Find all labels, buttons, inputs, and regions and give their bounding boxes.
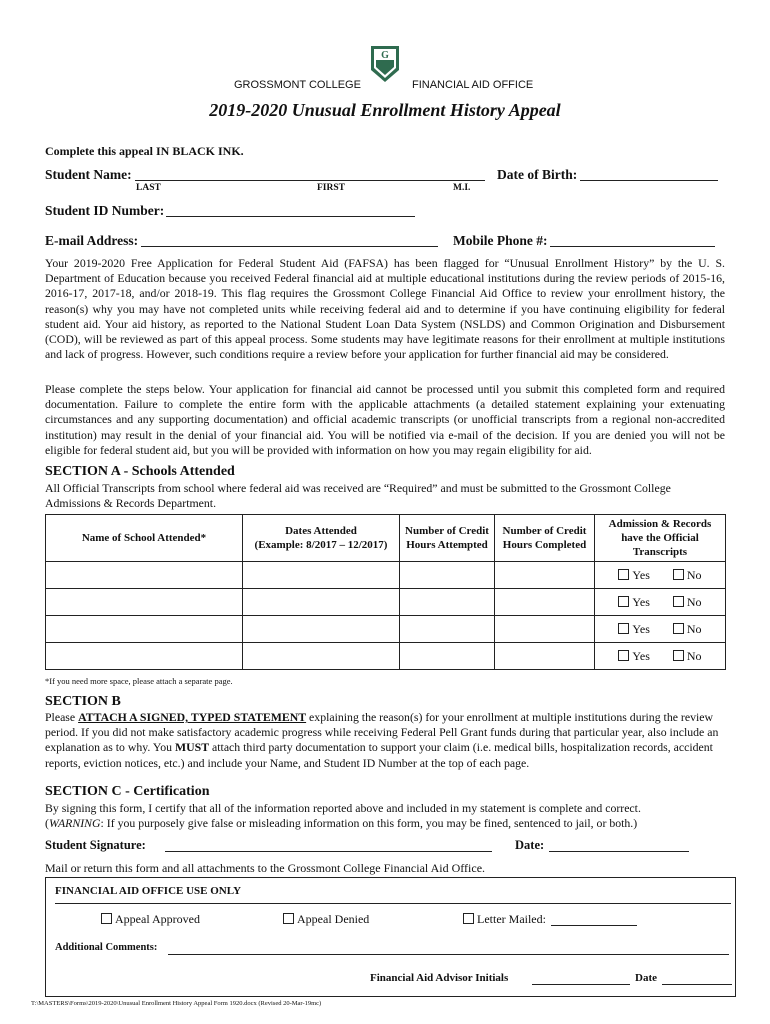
- warning-label: WARNING: [48, 816, 101, 831]
- office-use-title: FINANCIAL AID OFFICE USE ONLY: [55, 885, 242, 897]
- col-dates-line2: (Example: 8/2017 – 12/2017): [254, 539, 388, 551]
- col-attempted-line2: Hours Attempted: [406, 539, 488, 551]
- email-label: E-mail Address:: [45, 233, 139, 248]
- page-title: 2019-2020 Unusual Enrollment History Appeal: [209, 100, 561, 120]
- checkbox-icon: [673, 569, 684, 580]
- transcripts-cell: [595, 643, 726, 670]
- signature-field[interactable]: [165, 851, 492, 852]
- footer-file-path: T:\MASTERS\Forms\2019-2020\Unusual Enrollment History Appeal Form 1920.docx (Revised 20-Mar-19mc): [31, 1000, 322, 1007]
- student-name-label: Student Name:: [45, 167, 132, 182]
- advisor-date-field[interactable]: [662, 984, 732, 985]
- first-name-caption: FIRST: [317, 183, 345, 193]
- dob-label: Date of Birth:: [497, 167, 578, 182]
- no-option[interactable]: No: [673, 622, 702, 637]
- attach-statement-emphasis: ATTACH A SIGNED, TYPED STATEMENT: [78, 710, 307, 724]
- yes-option[interactable]: Yes: [618, 622, 649, 637]
- must-emphasis: MUST: [174, 740, 210, 755]
- signature-label: Student Signature:: [45, 838, 146, 852]
- checkbox-icon: [283, 913, 294, 924]
- checkbox-icon: [673, 623, 684, 634]
- dob-field[interactable]: [580, 180, 718, 181]
- yes-option[interactable]: Yes: [618, 649, 649, 664]
- checkbox-icon: [673, 596, 684, 607]
- student-name-field[interactable]: [135, 180, 485, 181]
- col-hours-completed: [495, 515, 595, 562]
- completed-cell[interactable]: [495, 643, 595, 670]
- email-field[interactable]: [141, 246, 438, 247]
- checkbox-icon: [618, 650, 629, 661]
- steps-paragraph: Please complete the steps below. Your application for financial aid cannot be processed until you submit this completed form and required documentation. Failure to complete the entire form with the applicable attachments (a detailed statement explaining your extenuating circumstances and any supporting documentation) and official academic transcripts (or unofficial transcripts from a regional non-accredited institution) may result in the denial of your financial aid. You will be notified via e-mail of the decision. If you are denied you will not be eligible for federal student aid, but you will be provided with information on how you may regain eligibility for aid.: [45, 382, 725, 457]
- attempted-cell[interactable]: [400, 562, 495, 589]
- mobile-phone-field[interactable]: [550, 246, 715, 247]
- attempted-cell[interactable]: [400, 616, 495, 643]
- table-row: [46, 562, 726, 589]
- section-b-text: Please ATTACH A SIGNED, TYPED STATEMENT explaining the reason(s) for your enrollment at multiple institutions during the review period. If you did not make satisfactory academic progress while receiving Federal Pell Grant funds during that particular year, also include an explanation as to why. You MUST attach third party documentation to support your claim (i.e. medical bills, hospitalization records, accident reports, eviction notices, etc.) and include your Name, and Student ID Number at the top of each page.: [45, 710, 719, 770]
- intro-paragraph: Your 2019-2020 Free Application for Federal Student Aid (FAFSA) has been flagged for “Unusual Enrollment History” by the U. S. Department of Education because you received Federal financial aid at multiple educational institutions during the review periods of 2015-16, 2016-17, 2017-18, and/or 2018-19. This flag requires the Grossmont College Financial Aid Office to review your enrollment history, the reason(s) why you may have not completed units while receiving federal aid and to determine if you have continuing eligibility for federal student aid. Your aid history, as reported to the National Student Loan Data System (NSLDS) and Common Origination and Disbursement (COD), will be reviewed as part of this appeal process. Some students may have legitimate reasons for their enrollment at multiple institutions and lack of progress. However, such conditions require a review before your application for further financial aid may be considered.: [45, 256, 725, 362]
- student-id-field[interactable]: [166, 216, 415, 217]
- dates-cell[interactable]: [243, 562, 400, 589]
- col-official-transcripts: [595, 515, 726, 562]
- yes-option[interactable]: Yes: [618, 568, 649, 583]
- transcripts-cell: [595, 589, 726, 616]
- table-row: [46, 616, 726, 643]
- section-a-title: SECTION A - Schools Attended: [45, 464, 235, 479]
- ink-instructions: Complete this appeal IN BLACK INK.: [45, 144, 244, 158]
- office-name: FINANCIAL AID OFFICE: [412, 79, 534, 91]
- col-attempted-line1: Number of Credit: [405, 525, 489, 537]
- table-footnote: *If you need more space, please attach a separate page.: [45, 676, 233, 686]
- appeal-denied-option[interactable]: Appeal Denied: [283, 912, 369, 927]
- advisor-initials-label: Financial Aid Advisor Initials: [370, 972, 509, 984]
- office-use-divider: [55, 903, 731, 904]
- middle-initial-caption: M.I.: [453, 183, 471, 193]
- signature-date-label: Date:: [515, 838, 545, 852]
- transcripts-cell: [595, 616, 726, 643]
- completed-cell[interactable]: [495, 562, 595, 589]
- letter-mailed-option[interactable]: Letter Mailed:: [463, 912, 546, 927]
- advisor-date-label: Date: [635, 972, 657, 984]
- office-use-box: [45, 877, 736, 997]
- mail-instructions: Mail or return this form and all attachments to the Grossmont College Financial Aid Office.: [45, 861, 486, 875]
- last-name-caption: LAST: [136, 183, 161, 193]
- svg-text:G: G: [381, 50, 389, 61]
- section-b-title: SECTION B: [45, 694, 121, 709]
- col-admissions-line1: Admission & Records: [608, 518, 712, 530]
- no-option[interactable]: No: [673, 649, 702, 664]
- comments-field[interactable]: [168, 954, 729, 955]
- dates-cell[interactable]: [243, 616, 400, 643]
- checkbox-icon: [101, 913, 112, 924]
- col-dates-line1: Dates Attended: [285, 525, 357, 537]
- school-name-cell[interactable]: [46, 562, 243, 589]
- school-name-cell[interactable]: [46, 643, 243, 670]
- advisor-initials-field[interactable]: [532, 984, 630, 985]
- schools-table: [45, 514, 726, 670]
- col-completed-line1: Number of Credit: [502, 525, 587, 537]
- student-id-label: Student ID Number:: [45, 203, 165, 218]
- col-admissions-line2: have the Official: [621, 532, 699, 544]
- col-dates-attended: [243, 515, 400, 562]
- completed-cell[interactable]: [495, 616, 595, 643]
- col-school-name: Name of School Attended*: [46, 515, 243, 562]
- col-admissions-line3: Transcripts: [632, 546, 688, 558]
- no-option[interactable]: No: [673, 595, 702, 610]
- section-c-title: SECTION C - Certification: [45, 784, 210, 799]
- col-completed-line2: Hours Completed: [502, 539, 587, 551]
- checkbox-icon: [463, 913, 474, 924]
- signature-date-field[interactable]: [549, 851, 689, 852]
- yes-option[interactable]: Yes: [618, 595, 649, 610]
- table-row: [46, 643, 726, 670]
- table-row: [46, 589, 726, 616]
- attempted-cell[interactable]: [400, 589, 495, 616]
- checkbox-icon: [673, 650, 684, 661]
- appeal-approved-option[interactable]: Appeal Approved: [101, 912, 200, 927]
- mobile-phone-label: Mobile Phone #:: [453, 233, 548, 248]
- college-logo: [369, 44, 401, 84]
- school-name-cell[interactable]: [46, 616, 243, 643]
- dates-cell[interactable]: [243, 589, 400, 616]
- schools-table-header: [46, 515, 726, 562]
- attempted-cell[interactable]: [400, 643, 495, 670]
- checkbox-icon: [618, 569, 629, 580]
- no-option[interactable]: No: [673, 568, 702, 583]
- comments-label: Additional Comments:: [55, 942, 158, 953]
- section-c-text: By signing this form, I certify that all of the information reported above and included in my statement is complete and correct. (WARNING: If you purposely give false or misleading information on this form, you may be fined, sentenced to jail, or both.): [45, 801, 641, 831]
- col-hours-attempted: [400, 515, 495, 562]
- checkbox-icon: [618, 623, 629, 634]
- school-name-cell[interactable]: [46, 589, 243, 616]
- transcripts-cell: [595, 562, 726, 589]
- section-a-text: All Official Transcripts from school where federal aid was received are “Required” and must be submitted to the Grossmont College Admissions & Records Department.: [45, 481, 671, 511]
- dates-cell[interactable]: [243, 643, 400, 670]
- checkbox-icon: [618, 596, 629, 607]
- letter-mailed-field[interactable]: [551, 925, 637, 926]
- completed-cell[interactable]: [495, 589, 595, 616]
- college-name: GROSSMONT COLLEGE: [234, 79, 361, 91]
